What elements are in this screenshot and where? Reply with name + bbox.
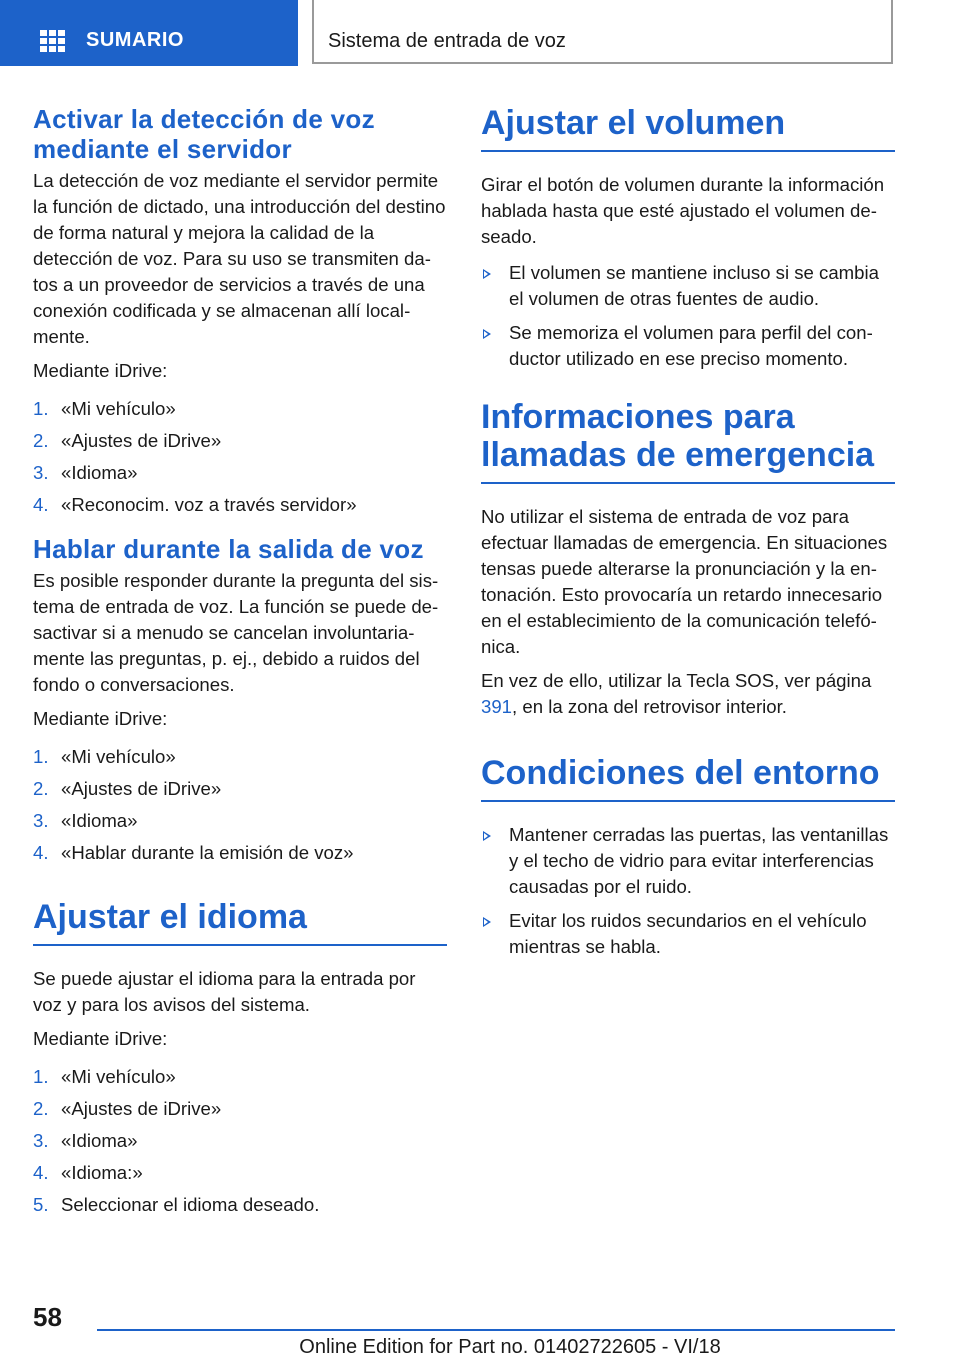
section-title: Ajustar el idioma [33,898,447,946]
section-body: Girar el botón de volumen durante la información hablada hasta que esté ajustado el volumen deseado. [481,174,885,247]
section-set-language [33,898,447,1218]
page-number: 58 [33,1302,62,1332]
step-text: «Hablar durante la emisión de voz» [61,842,354,863]
bullet-list [481,260,895,372]
list-item [33,840,447,866]
bullet-text: El volumen se mantiene incluso si se cambia el volumen de otras fuentes de audio. [509,262,879,309]
step-text: «Reconocim. voz a través servidor» [61,494,357,515]
section-title: Informaciones para llamadas de emergencia [481,398,895,484]
step-list [33,1064,447,1218]
list-item [33,492,447,518]
list-item [33,1064,447,1090]
triangle-bullet-icon [483,917,491,927]
step-number: 5. [33,1194,49,1215]
section-emergency-calls [481,398,895,720]
section-set-volume [481,104,895,372]
bullet-text: Se memoriza el volumen para perfil del conductor utilizado en ese preciso momento. [509,322,873,369]
step-text: «Mi vehículo» [61,1066,176,1087]
step-text: «Ajustes de iDrive» [61,1098,222,1119]
triangle-bullet-icon [483,329,491,339]
left-column [33,104,447,1224]
step-number: 2. [33,430,49,451]
step-number: 2. [33,1098,49,1119]
step-text: «Idioma» [61,462,138,483]
bullet-text: Mantener cerradas las puertas, las ventanillas y el techo de vidrio para evitar interferencias causadas por el ruido. [509,824,889,897]
section-speak-during-output [33,534,447,866]
top-bar [0,0,960,66]
section-title: Activar la detección de voz mediante el servidor [33,104,375,164]
bullet-text: Evitar los ruidos secundarios en el vehículo mientras se habla. [509,910,867,957]
step-number: 2. [33,778,49,799]
list-item [33,428,447,454]
sumario-label: SUMARIO [86,29,184,51]
section-title: Ajustar el volumen [481,104,895,152]
page-link-391[interactable]: 391 [481,696,513,717]
step-number: 4. [33,842,49,863]
list-item [33,808,447,834]
section-body: Se puede ajustar el idioma para la entrada por voz y para los avisos del sistema. [33,968,416,1015]
section-body: No utilizar el sistema de entrada de voz para efectuar llamadas de emergencia. En situaciones tensas puede alterarse la pronunciación y la entonación. Esto provocaría un retardo innecesario en el establecimiento de la comunicación telefónica. [481,506,888,657]
list-item [33,1128,447,1154]
sos-text-post: , en la zona del retrovisor interior. [512,696,787,717]
step-text: «Ajustes de iDrive» [61,430,222,451]
list-item [33,1192,447,1218]
step-number: 4. [33,494,49,515]
triangle-bullet-icon [483,831,491,841]
step-number: 3. [33,810,49,831]
chapter-title: Sistema de entrada de voz [328,30,566,52]
step-text: «Mi vehículo» [61,746,176,767]
step-number: 1. [33,746,49,767]
list-item [33,396,447,422]
step-text: «Idioma» [61,810,138,831]
section-title: Condiciones del entorno [481,754,895,802]
list-item [481,908,895,960]
list-item [33,1160,447,1186]
step-text: Seleccionar el idioma deseado. [61,1194,320,1215]
sumario-button[interactable] [0,0,298,66]
step-number: 1. [33,1066,49,1087]
list-item [33,744,447,770]
footer-divider [97,1329,895,1331]
triangle-bullet-icon [483,269,491,279]
section-environment-conditions [481,754,895,960]
right-column [481,104,895,968]
chapter-header[interactable] [312,0,893,64]
section-body-sos [481,668,895,720]
step-text: «Idioma» [61,1130,138,1151]
step-text: «Ajustes de iDrive» [61,778,222,799]
idrive-intro: Mediante iDrive: [33,360,168,381]
step-number: 3. [33,1130,49,1151]
section-server-voice-detection [33,104,447,518]
sos-text-pre: En vez de ello, utilizar la Tecla SOS, ver página [481,670,872,691]
idrive-intro: Mediante iDrive: [33,1028,168,1049]
footer-edition: Online Edition for Part no. 01402722605 - VI/18 [299,1336,721,1358]
step-number: 4. [33,1162,49,1183]
step-text: «Idioma:» [61,1162,143,1183]
list-item [33,776,447,802]
idrive-intro: Mediante iDrive: [33,708,168,729]
step-text: «Mi vehículo» [61,398,176,419]
list-item [33,1096,447,1122]
section-body: La detección de voz mediante el servidor permite la función de dictado, una introducción del destino de forma natural y mejora la calidad de la detección de voz. Para su uso se transmiten datos a un proveedor de servicios a través de una conexión codificada y se almacenan allí localmente. [33,170,446,347]
step-number: 3. [33,462,49,483]
step-list [33,396,447,518]
section-body: Es posible responder durante la pregunta del sistema de entrada de voz. La función se puede desactivar si a menudo se cancelan involuntariamente las preguntas, p. ej., debido a ruidos del fondo o conversaciones. [33,570,439,695]
grid-menu-icon [40,30,66,52]
step-number: 1. [33,398,49,419]
step-list [33,744,447,866]
list-item [481,260,895,312]
list-item [481,822,895,900]
bullet-list [481,822,895,960]
section-title: Hablar durante la salida de voz [33,534,424,564]
list-item [481,320,895,372]
list-item [33,460,447,486]
